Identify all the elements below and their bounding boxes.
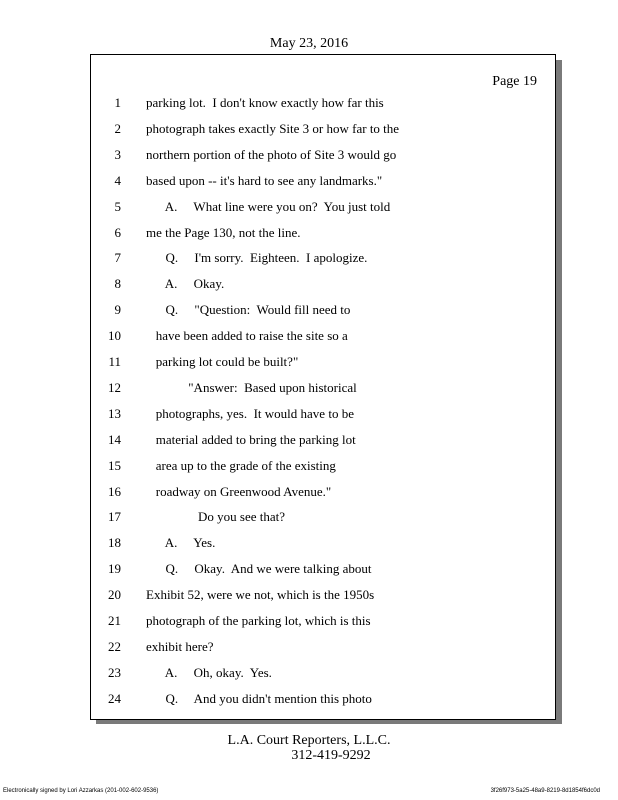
line-number: 9 [114,302,121,318]
line-number: 21 [108,613,121,628]
line-text: A. Okay. [146,276,225,292]
line-number: 18 [108,535,121,551]
line-number: 19 [108,561,121,577]
line-number: 14 [108,431,121,447]
line-text: Exhibit 52, were we not, which is the 1950s [146,587,375,603]
line-number: 20 [108,587,121,603]
line-text: parking lot. I don't know exactly how far this [146,95,384,110]
line-text: exhibit here? [146,638,214,654]
transcript-page [90,54,556,720]
line-number: 17 [108,509,121,525]
electronic-signature: Electronically signed by Lori Azzarkas (201-002-602-9536) [3,788,159,794]
line-text: A. What line were you on? You just told [146,198,391,214]
line-text: photograph takes exactly Site 3 or how far to the [146,120,400,136]
line-number: 3 [114,146,121,162]
line-text: Do you see that? [146,509,286,525]
line-text: area up to the grade of the existing [146,457,336,473]
line-text: Q. And you didn't mention this photo [146,690,372,706]
line-text: photograph of the parking lot, which is this [146,613,371,628]
line-text: roadway on Greenwood Avenue." [146,483,332,499]
transcript-date: May 23, 2016 [269,36,349,51]
line-number: 22 [108,638,121,654]
line-text: "Answer: Based upon historical [146,379,357,395]
line-number: 15 [108,457,121,473]
line-number: 10 [108,328,121,344]
line-text: have been added to raise the site so a [146,328,348,344]
line-number: 8 [114,276,121,292]
page-number: Page 19 [492,74,537,89]
line-number: 12 [108,379,121,395]
line-text: A. Yes. [146,535,216,551]
line-text: material added to bring the parking lot [146,431,356,447]
reporter-phone: 312-419-9292 [291,748,371,763]
line-text: based upon -- it's hard to see any landmarks." [146,172,383,188]
line-number: 4 [114,172,121,188]
reporter-company: L.A. Court Reporters, L.L.C. [227,733,391,748]
line-number: 2 [114,120,121,136]
line-number: 6 [114,224,121,240]
document-hash: 3f26f973-5a25-48a9-8219-8d1854f6dc0d [490,788,600,794]
line-number: 5 [114,198,121,214]
line-text: photographs, yes. It would have to be [146,405,354,421]
line-text: northern portion of the photo of Site 3 would go [146,146,397,162]
court-reporter-footer [0,733,618,763]
line-text: Q. Okay. And we were talking about [146,561,372,577]
line-number: 24 [108,690,121,706]
line-text: A. Oh, okay. Yes. [146,664,272,680]
line-text: me the Page 130, not the line. [146,224,301,240]
line-number: 11 [108,354,121,369]
line-text: Q. I'm sorry. Eighteen. I apologize. [146,250,368,266]
line-number: 23 [108,664,121,680]
line-number: 7 [114,250,121,266]
line-number: 16 [108,483,121,499]
line-text: parking lot could be built?" [146,354,299,369]
line-number: 1 [114,95,121,110]
line-number: 13 [108,405,121,421]
line-text: Q. "Question: Would fill need to [146,302,351,318]
